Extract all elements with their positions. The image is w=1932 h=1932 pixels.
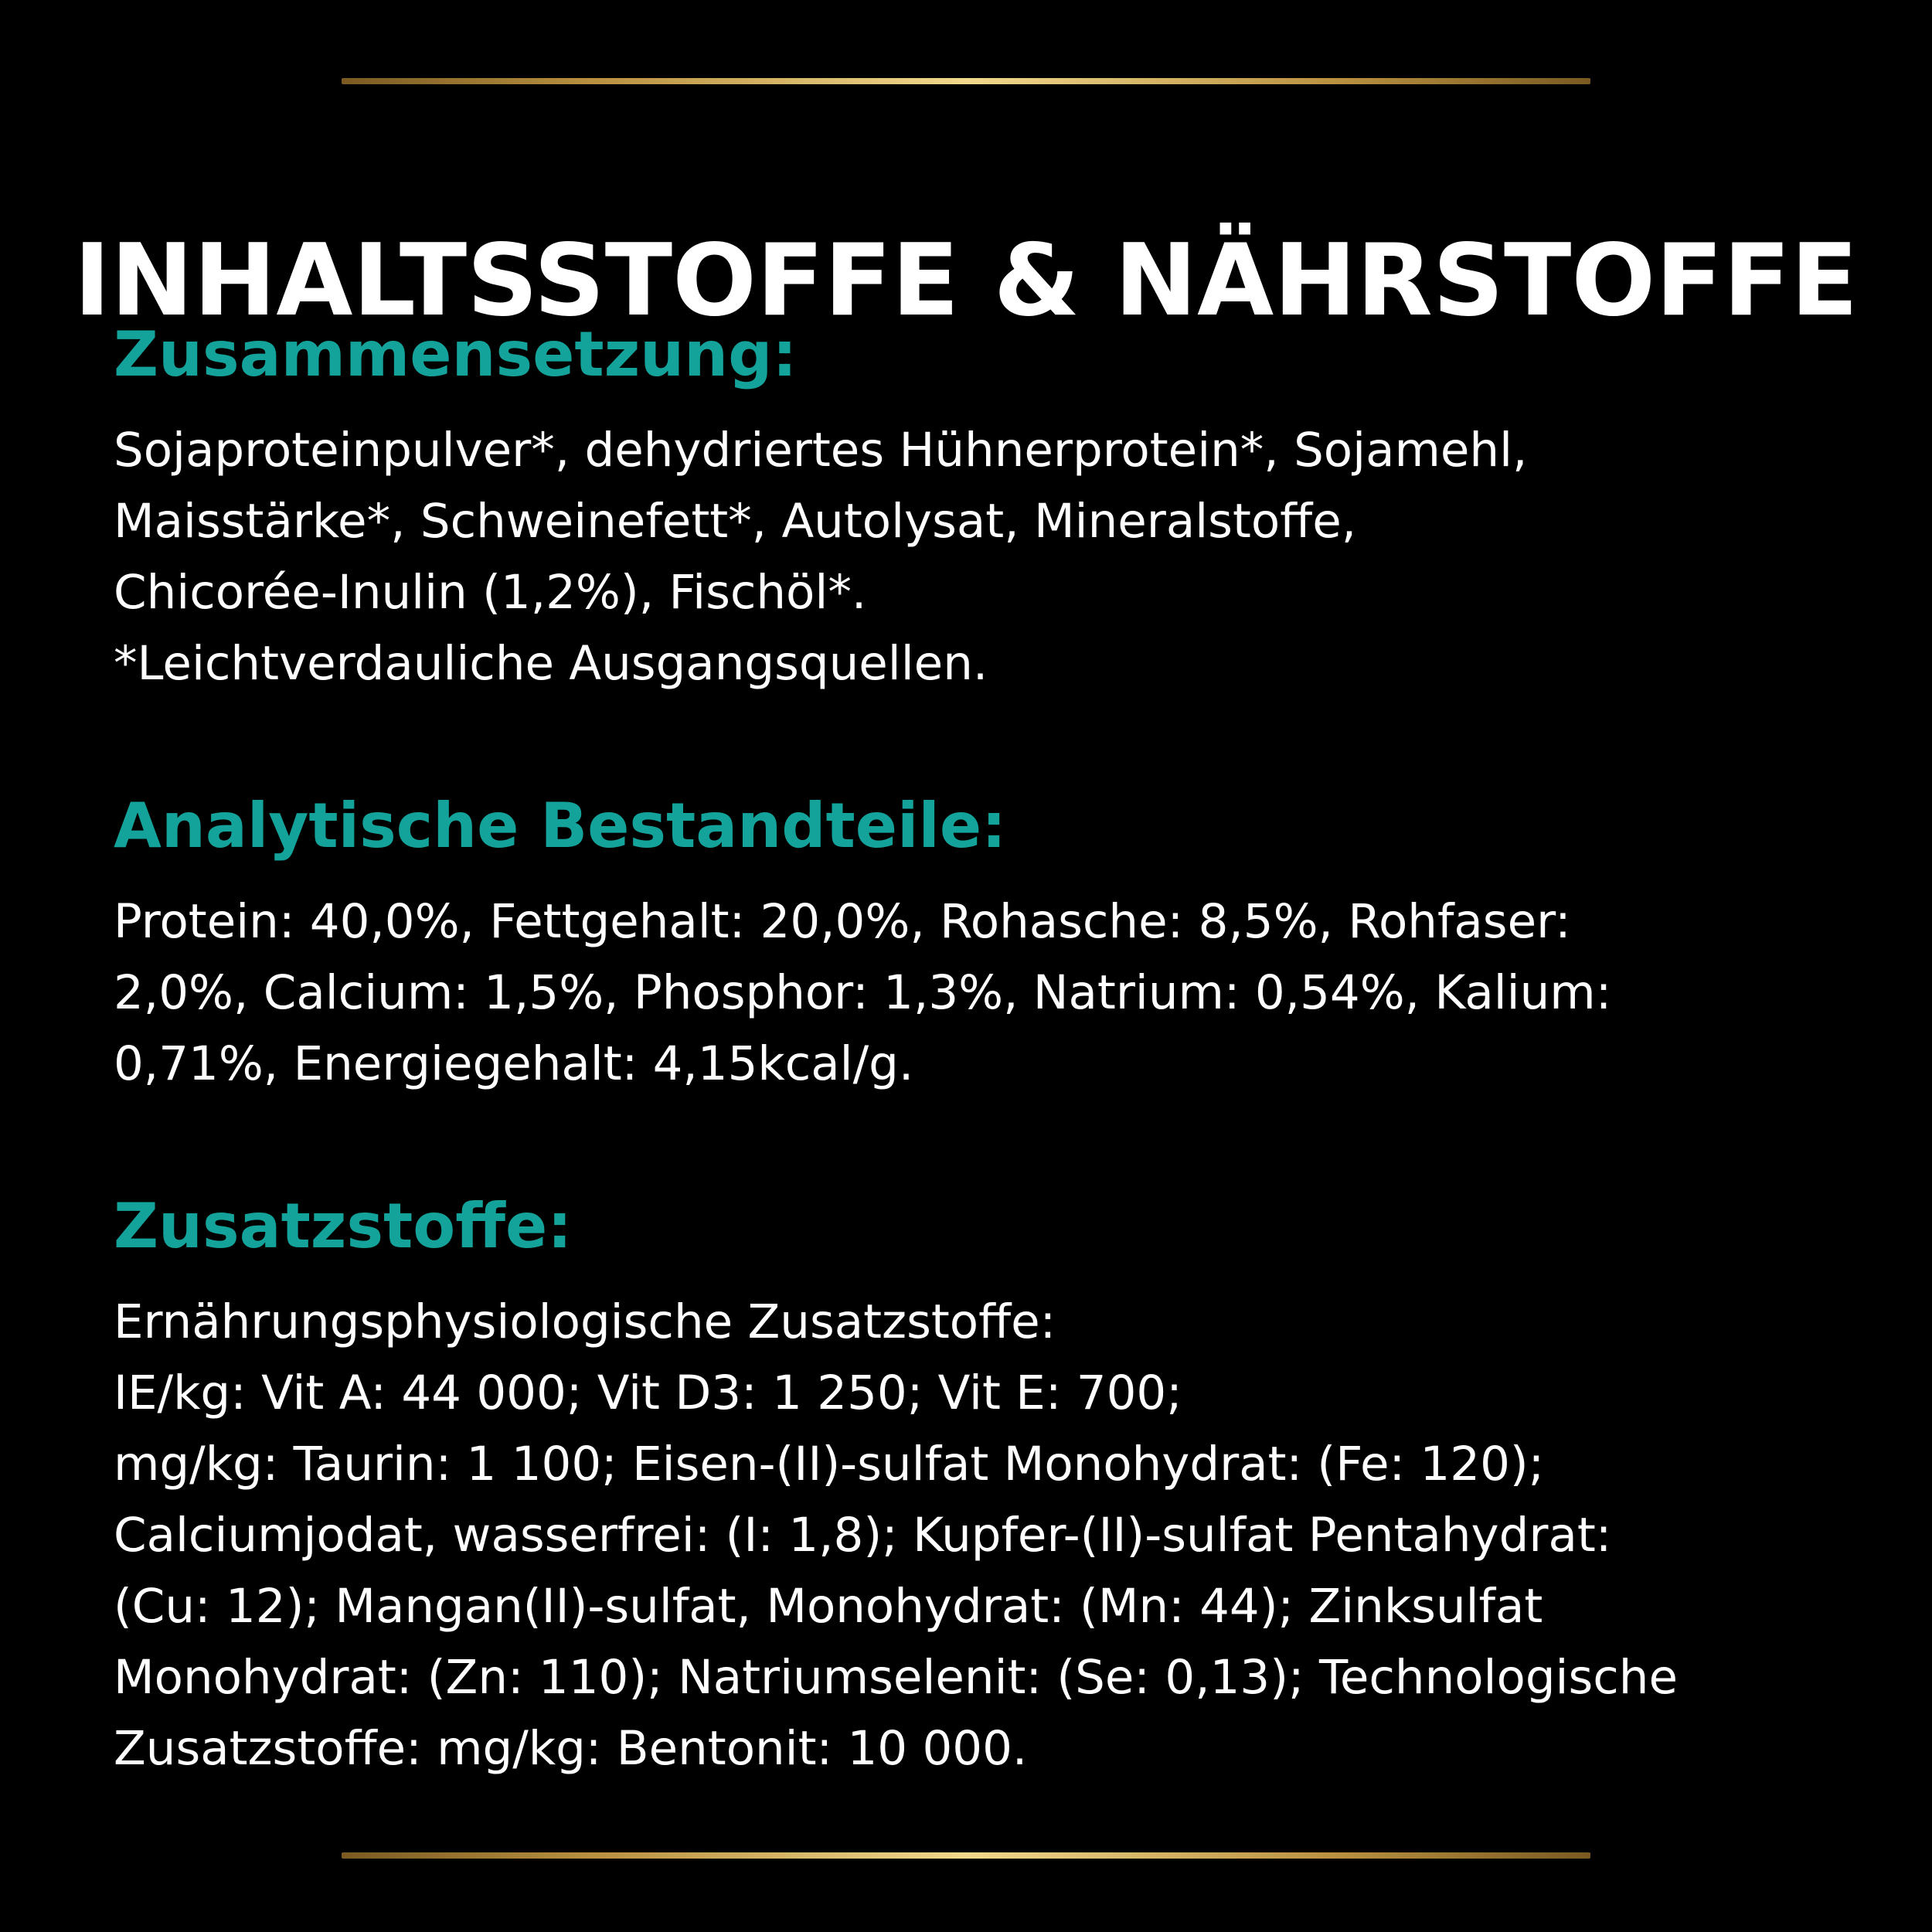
section-analytical-constituents [114, 777, 1860, 1100]
bottom-gold-divider [342, 1852, 1590, 1859]
text-line: IE/kg: Vit A: 44 000; Vit D3: 1 250; Vit E: 700; [114, 1366, 1182, 1420]
text-line: Zusatzstoffe: mg/kg: Bentonit: 10 000. [114, 1721, 1028, 1776]
text-line: (Cu: 12); Mangan(II)-sulfat, Monohydrat: (Mn: 44); Zinksulfat [114, 1579, 1543, 1634]
ingredients-content [114, 305, 1860, 1784]
text-line: Monohydrat: (Zn: 110); Natriumselenit: (Se: 0,13); Technologische [114, 1650, 1678, 1705]
text-line: Ernährungsphysiologische Zusatzstoffe: [114, 1294, 1056, 1349]
section-heading-composition: Zusammensetzung: [114, 318, 798, 390]
text-line: *Leichtverdauliche Ausgangsquellen. [114, 636, 988, 691]
text-line: 0,71%, Energiegehalt: 4,15kcal/g. [114, 1036, 914, 1091]
section-body-analytical-constituents [114, 886, 1860, 1100]
top-gold-divider [342, 78, 1590, 84]
section-heading-analytical-constituents: Analytische Bestandteile: [114, 790, 1007, 862]
text-line: Maisstärke*, Schweinefett*, Autolysat, Mineralstoffe, [114, 494, 1357, 549]
text-line: mg/kg: Taurin: 1 100; Eisen-(II)-sulfat Monohydrat: (Fe: 120); [114, 1437, 1545, 1492]
page-title: INHALTSSTOFFE & NÄHRSTOFFE [73, 223, 1859, 338]
section-composition [114, 305, 1860, 699]
text-line: Sojaproteinpulver*, dehydriertes Hühnerprotein*, Sojamehl, [114, 423, 1528, 478]
text-line: Protein: 40,0%, Fettgehalt: 20,0%, Rohasche: 8,5%, Rohfaser: [114, 894, 1571, 949]
text-line: 2,0%, Calcium: 1,5%, Phosphor: 1,3%, Natrium: 0,54%, Kalium: [114, 965, 1612, 1020]
section-body-additives [114, 1287, 1860, 1784]
section-body-composition [114, 415, 1860, 699]
section-heading-additives: Zusatzstoffe: [114, 1190, 573, 1262]
section-additives [114, 1177, 1860, 1784]
text-line: Chicorée-Inulin (1,2%), Fischöl*. [114, 565, 867, 620]
text-line: Calciumjodat, wasserfrei: (I: 1,8); Kupfer-(II)-sulfat Pentahydrat: [114, 1508, 1612, 1563]
